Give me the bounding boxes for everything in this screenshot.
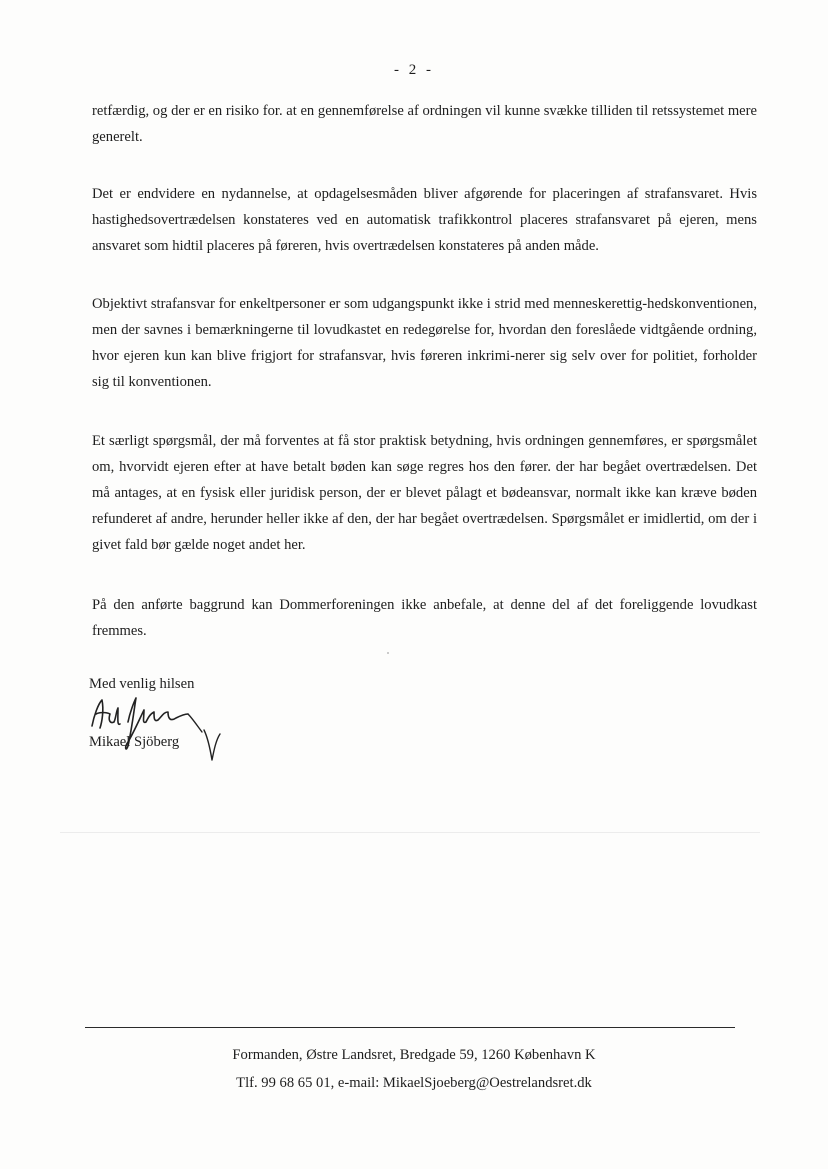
scan-speck — [387, 652, 389, 654]
paragraph-1: retfærdig, og der er en risiko for. at en gennemførelse af ordningen vil kunne svække tilliden til retssystemet mere generelt. — [92, 103, 757, 145]
paragraph-2: Det er endvidere en nydannelse, at opdagelsesmåden bliver afgørende for placeringen af strafansvaret. Hvis hastighedsovertrædelsen konstateres ved en automatisk trafikkontrol placeres strafansvaret på ejeren, mens ansvaret som hidtil placeres på føreren, hvis overtrædelsen konstateres på anden måde. — [92, 186, 757, 254]
footer-divider — [85, 1027, 735, 1028]
closing-greeting: Med venlig hilsen — [89, 676, 195, 692]
handwritten-signature — [84, 688, 224, 768]
scan-artifact-line — [60, 832, 760, 833]
signer-name: Mikael Sjöberg — [89, 734, 180, 750]
footer-contact: Tlf. 99 68 65 01, e-mail: MikaelSjoeberg@Oestrelandsret.dk — [236, 1075, 592, 1091]
paragraph-3: Objektivt strafansvar for enkeltpersoner er som udgangspunkt ikke i strid med menneskerettig-hedskonventionen, men der savnes i bemærkningerne til lovudkastet en redegørelse for, hvordan den foreslåede vidtgående ordning, hvor ejeren kun kan blive frigjort for strafansvar, hvis føreren inkrimi-nerer sig selv over for politiet, forholder sig til konventionen. — [92, 296, 757, 390]
page-number: - 2 - — [394, 62, 434, 78]
paragraph-5: På den anførte baggrund kan Dommerforeningen ikke anbefale, at denne del af det foreliggende lovudkast fremmes. — [92, 597, 757, 639]
footer-address: Formanden, Østre Landsret, Bredgade 59, 1260 København K — [232, 1047, 596, 1063]
paragraph-4: Et særligt spørgsmål, der må forventes at få stor praktisk betydning, hvis ordningen gennemføres, er spørgsmålet om, hvorvidt ejeren efter at have betalt bøden kan søge regres hos den fører. der har begået overtrædelsen. Det må antages, at en fysisk eller juridisk person, der er blevet pålagt et bødeansvar, normalt ikke kan kræve bøden refunderet af andre, herunder heller ikke af den, der har begået overtrædelsen. Spørgsmålet er imidlertid, om der i givet fald bør gælde noget andet her. — [92, 433, 757, 553]
